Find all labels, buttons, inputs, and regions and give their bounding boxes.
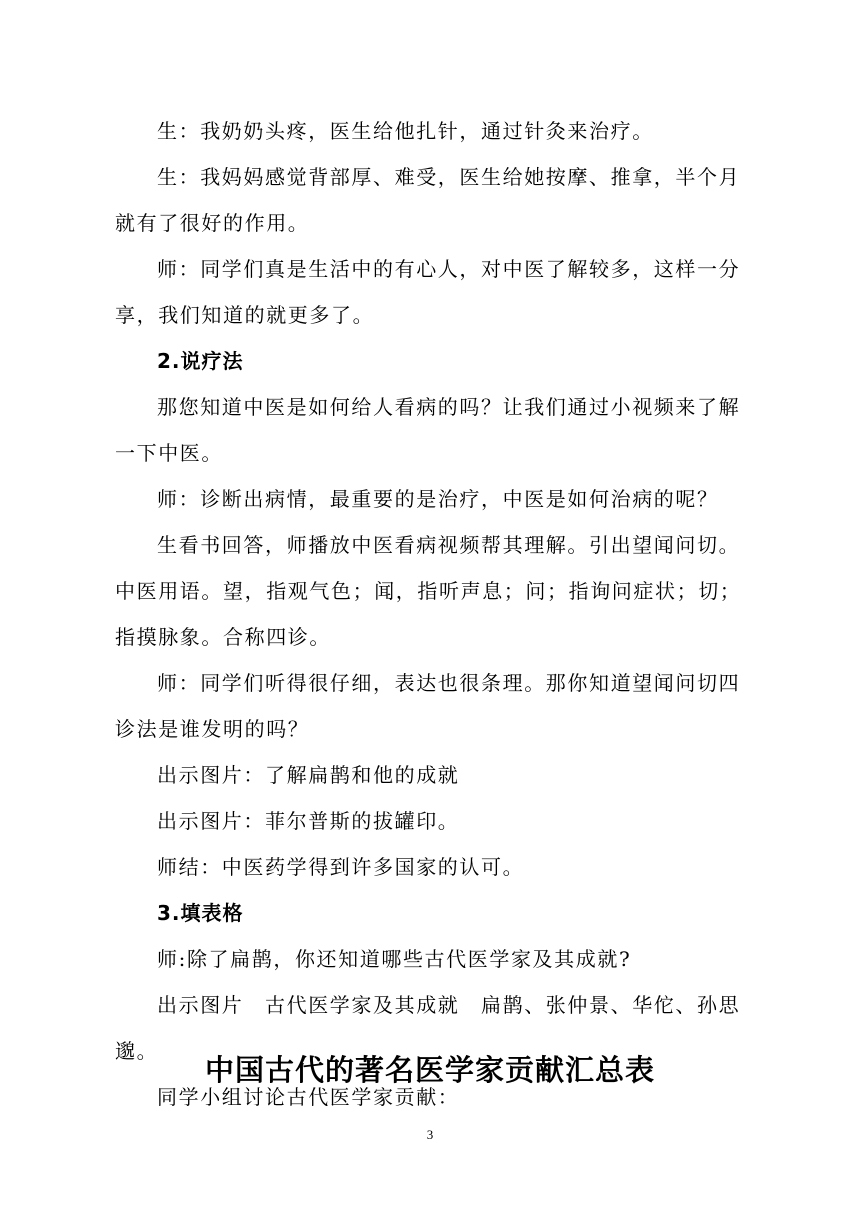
section-heading-fill-table: 3.填表格 xyxy=(157,901,244,925)
document-body xyxy=(115,108,755,1120)
paragraph-show-doctors: 出示图片 古代医学家及其成就 扁鹊、张仲景、华佗、孙思邈。 xyxy=(115,993,741,1063)
paragraph-teacher-comment: 师：同学们真是生活中的有心人，对中医了解较多，这样一分享，我们知道的就更多了。 xyxy=(115,257,741,327)
paragraph-teacher-summary: 师结：中医药学得到许多国家的认可。 xyxy=(157,855,525,879)
paragraph-show-bianque: 出示图片：了解扁鹊和他的成就 xyxy=(157,763,460,787)
page-number: 3 xyxy=(426,1127,434,1142)
paragraph-student-grandma: 生：我奶奶头疼，医生给他扎针，通过针灸来治疗。 xyxy=(157,119,654,143)
section-heading-treatment: 2.说疗法 xyxy=(157,349,244,373)
paragraph-student-mother: 生：我妈妈感觉背部厚、难受，医生给她按摩、推拿，半个月就有了很好的作用。 xyxy=(115,165,741,235)
paragraph-group-discussion: 同学小组讨论古代医学家贡献： xyxy=(157,1085,460,1109)
table-title: 中国古代的著名医学家贡献汇总表 xyxy=(204,1053,655,1087)
paragraph-four-diagnostics: 生看书回答，师播放中医看病视频帮其理解。引出望闻问切。中医用语。望，指观气色；闻，指听声息；问；指询问症状；切；指摸脉象。合称四诊。 xyxy=(115,533,742,649)
paragraph-teacher-ancient-doctors: 师:除了扁鹊，你还知道哪些古代医学家及其成就? xyxy=(157,947,632,971)
paragraph-video-intro: 那您知道中医是如何给人看病的吗？让我们通过小视频来了解一下中医。 xyxy=(115,395,741,465)
paragraph-show-phelps: 出示图片：菲尔普斯的拔罐印。 xyxy=(157,809,460,833)
paragraph-teacher-inventor-question: 师：同学们听得很仔细，表达也很条理。那你知道望闻问切四诊法是谁发明的吗？ xyxy=(115,671,741,741)
paragraph-teacher-question: 师：诊断出病情，最重要的是治疗，中医是如何治病的呢？ xyxy=(157,487,719,511)
